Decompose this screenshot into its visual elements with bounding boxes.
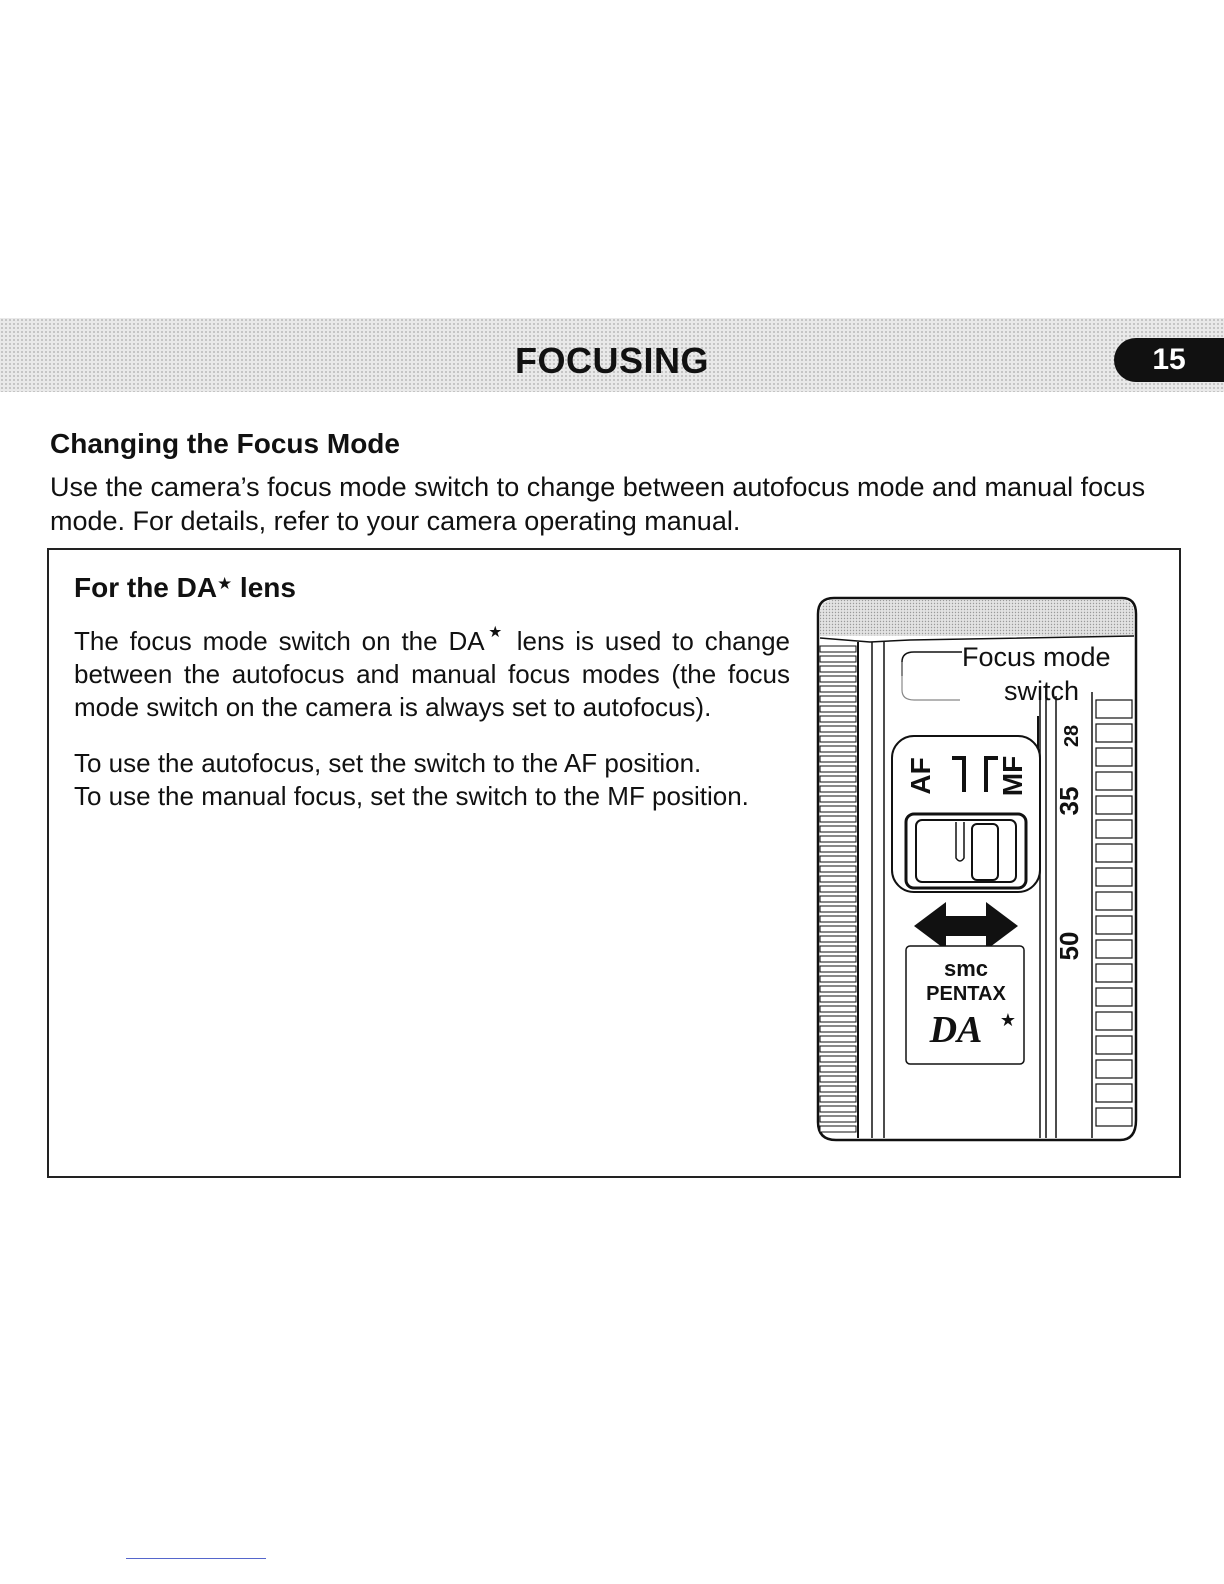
- rib: [1096, 1108, 1132, 1126]
- af-label: AF: [905, 757, 936, 795]
- rib: [1096, 820, 1132, 838]
- note-paragraph-3: To use the manual focus, set the switch to the MF position.: [74, 781, 749, 811]
- rib: [820, 886, 856, 892]
- intro-paragraph: Use the camera’s focus mode switch to change between autofocus mode and manual focus mode. For details, refer to your camera operating manual.: [50, 472, 1146, 536]
- rib: [1096, 868, 1132, 886]
- badge-pentax: PENTAX: [926, 983, 1006, 1005]
- rib: [820, 876, 856, 882]
- rib: [820, 866, 856, 872]
- rib: [820, 1116, 856, 1122]
- rib: [820, 686, 856, 692]
- callout-focus-mode: Focus mode: [962, 642, 1111, 672]
- rib: [1096, 1036, 1132, 1054]
- rib: [820, 756, 856, 762]
- focus-ring-ribs: [820, 646, 856, 1132]
- rib: [1096, 724, 1132, 742]
- rib: [820, 1096, 856, 1102]
- rib: [820, 836, 856, 842]
- rib: [820, 726, 856, 732]
- rib: [820, 916, 856, 922]
- focal-mark-28: 28: [1061, 724, 1083, 748]
- rib: [820, 806, 856, 812]
- star-icon: ★: [999, 1010, 1017, 1031]
- rib: [1096, 916, 1132, 934]
- rib: [820, 896, 856, 902]
- rib: [820, 746, 856, 752]
- rib: [820, 976, 856, 982]
- rib: [820, 766, 856, 772]
- badge-smc: smc: [943, 956, 989, 981]
- rib: [820, 656, 856, 662]
- mf-label: MF: [997, 755, 1028, 797]
- rib: [820, 736, 856, 742]
- rib: [1096, 796, 1132, 814]
- rib: [820, 1106, 856, 1112]
- rib: [1096, 940, 1132, 958]
- rib: [820, 906, 856, 912]
- rib: [1096, 1060, 1132, 1078]
- rib: [820, 996, 856, 1002]
- rib: [820, 1036, 856, 1042]
- rib: [820, 796, 856, 802]
- focus-mode-switch: [906, 814, 1026, 888]
- rib: [820, 696, 856, 702]
- rib: [820, 946, 856, 952]
- note-paragraph-2: To use the autofocus, set the switch to the AF position.: [74, 748, 702, 778]
- rib: [820, 776, 856, 782]
- chapter-title: FOCUSING: [514, 340, 709, 381]
- lens-illustration: [810, 596, 1140, 1142]
- rib: [820, 1016, 856, 1022]
- rib: [1096, 748, 1132, 766]
- rib: [820, 1086, 856, 1092]
- rib: [820, 716, 856, 722]
- rib: [820, 676, 856, 682]
- rib: [1096, 1084, 1132, 1102]
- rib: [820, 1056, 856, 1062]
- page-number-tab: 15: [1114, 338, 1224, 382]
- rib: [1096, 988, 1132, 1006]
- rib: [820, 816, 856, 822]
- rib: [820, 1026, 856, 1032]
- rib: [820, 966, 856, 972]
- rib: [820, 706, 856, 712]
- rib: [820, 846, 856, 852]
- rib: [1096, 844, 1132, 862]
- note-title: For the DA★ lens: [74, 572, 296, 603]
- rib: [1096, 700, 1132, 718]
- footer-rule: [126, 1558, 266, 1559]
- rib: [820, 646, 856, 652]
- rib: [820, 926, 856, 932]
- rib: [820, 1006, 856, 1012]
- focal-mark-35: 35: [1054, 786, 1084, 816]
- rib: [820, 936, 856, 942]
- star-icon: ★: [217, 574, 233, 593]
- rib: [1096, 772, 1132, 790]
- section-heading: Changing the Focus Mode: [50, 428, 400, 459]
- rib: [1096, 1012, 1132, 1030]
- badge-da: DA: [929, 1009, 983, 1051]
- focal-mark-50: 50: [1054, 931, 1084, 961]
- rib: [1096, 892, 1132, 910]
- rib: [1096, 964, 1132, 982]
- rib: [820, 986, 856, 992]
- rib: [820, 786, 856, 792]
- rib: [820, 1066, 856, 1072]
- rib: [820, 1126, 856, 1132]
- rib: [820, 826, 856, 832]
- rib: [820, 1046, 856, 1052]
- rib: [820, 956, 856, 962]
- rib: [820, 666, 856, 672]
- note-paragraph-1: The focus mode switch on the DA★ lens is used to change between the autofocus and manual focus modes (the focus mode switch on the camera is always set to autofocus).: [74, 624, 790, 723]
- callout-switch: switch: [1004, 676, 1080, 706]
- rib: [820, 1076, 856, 1082]
- star-icon: ★: [484, 624, 506, 641]
- rib: [820, 856, 856, 862]
